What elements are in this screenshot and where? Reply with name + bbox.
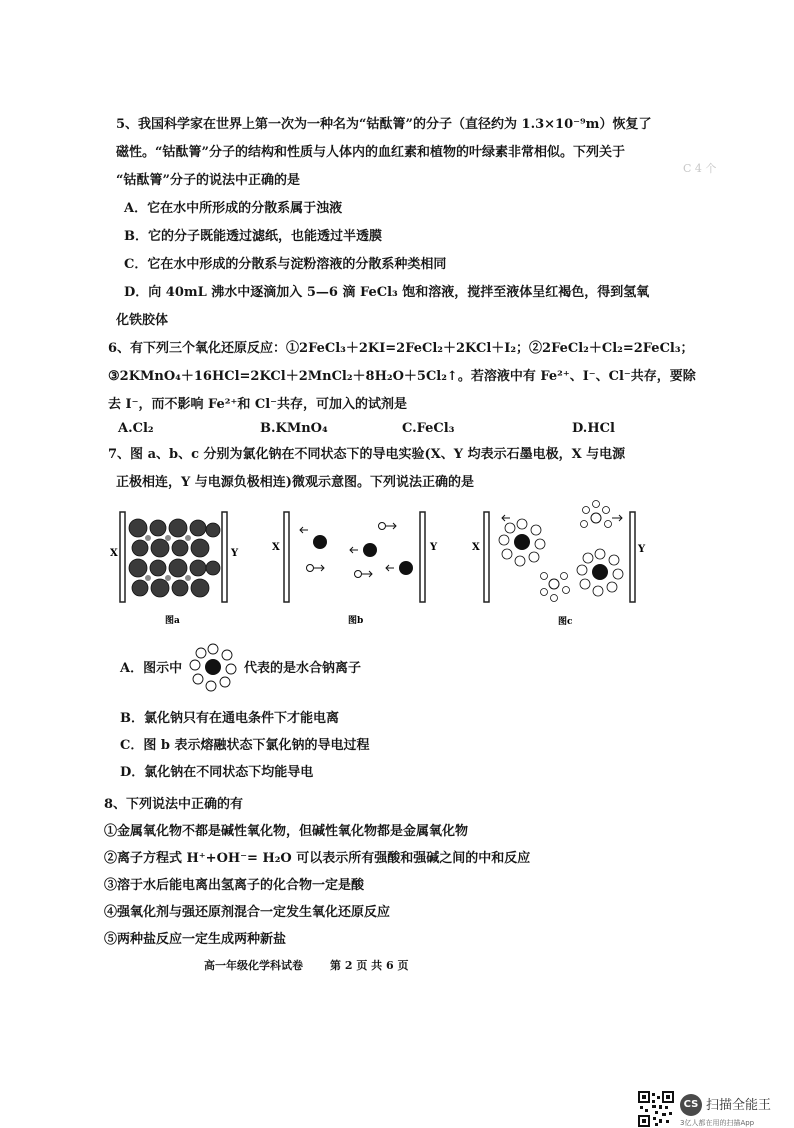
bleed-through-text: C 4 个 [683, 162, 717, 175]
figure-a-caption: 图a [165, 616, 180, 626]
q5-option-d-line2: 化铁胶体 [116, 313, 169, 328]
figure-b-molten-nacl [270, 510, 450, 628]
q7-option-a-prefix: A．图示中 [120, 661, 183, 676]
q6-option-d: D.HCl [572, 421, 615, 436]
electrode-y-label-a: Y [231, 548, 239, 559]
camscanner-app-name: 扫描全能王 [706, 1098, 772, 1113]
q7-option-c: C．图 b 表示熔融状态下氯化钠的导电过程 [120, 738, 370, 753]
q8-statement-2: ②离子方程式 H⁺+OH⁻= H₂O 可以表示所有强酸和强碱之间的中和反应 [104, 851, 531, 866]
figure-b-caption: 图b [348, 616, 364, 626]
footer-page-number: 第 2 页 共 6 页 [330, 959, 409, 972]
q7-stem-line1: 7、图 a、b、c 分别为氯化钠在不同状态下的导电实验(X、Y 均表示石墨电极，X 与电源 [108, 447, 626, 462]
q6-option-c: C.FeCl₃ [402, 421, 455, 436]
q8-statement-3: ③溶于水后能电离出氢离子的化合物一定是酸 [104, 878, 365, 893]
q5-option-d-line1: D．向 40mL 沸水中逐滴加入 5—6 滴 FeCl₃ 饱和溶液，搅拌至液体呈红褐色，得到氢氧 [124, 285, 650, 300]
footer-subject: 高一年级化学科试卷 [204, 959, 303, 972]
q5-stem-line3: “钴酞箐”分子的说法中正确的是 [116, 173, 300, 188]
hydrated-sodium-ion-icon [188, 642, 238, 692]
q5-option-a: A．它在水中所形成的分散系属于浊液 [124, 201, 343, 216]
electrode-x-label-a: X [110, 548, 118, 559]
q8-statement-5: ⑤两种盐反应一定生成两种新盐 [104, 932, 287, 947]
q8-statement-1: ①金属氧化物不都是碱性氧化物，但碱性氧化物都是金属氧化物 [104, 824, 469, 839]
qr-code-icon [638, 1091, 674, 1127]
electrode-x-label-c: X [472, 542, 480, 553]
figure-a-solid-nacl [110, 510, 260, 628]
q5-option-b: B．它的分子既能透过滤纸，也能透过半透膜 [124, 229, 382, 244]
q7-option-d: D．氯化钠在不同状态下均能导电 [120, 765, 314, 780]
q5-stem-line2: 磁性。“钴酞箐”分子的结构和性质与人体内的血红素和植物的叶绿素非常相似。下列关于 [116, 145, 625, 160]
q6-option-a: A.Cl₂ [118, 421, 154, 436]
camscanner-logo-icon: CS [680, 1094, 702, 1116]
q6-option-b: B.KMnO₄ [260, 421, 328, 436]
figure-c-caption: 图c [558, 617, 573, 627]
q5-stem-line1: 5、我国科学家在世界上第一次为一种名为“钴酞箐”的分子（直径约为 1.3×10⁻⁹m）恢复了 [116, 117, 652, 132]
q8-stem: 8、下列说法中正确的有 [104, 797, 244, 812]
q5-option-c: C．它在水中形成的分散系与淀粉溶液的分散系种类相同 [124, 257, 447, 272]
electrode-x-label-b: X [272, 542, 280, 553]
q6-stem-line2: ③2KMnO₄＋16HCl=2KCl＋2MnCl₂＋8H₂O＋5Cl₂↑。若溶液中有 Fe²⁺、I⁻、Cl⁻共存，要除 [108, 369, 696, 384]
q7-option-b: B．氯化钠只有在通电条件下才能电离 [120, 711, 339, 726]
q8-statement-4: ④强氧化剂与强还原剂混合一定发生氧化还原反应 [104, 905, 391, 920]
q7-option-a-suffix: 代表的是水合钠离子 [244, 661, 362, 676]
electrode-y-label-c: Y [638, 544, 646, 555]
figure-c-nacl-solution [470, 494, 655, 628]
electrode-y-label-b: Y [430, 542, 438, 553]
camscanner-tagline: 3亿人都在用的扫描App [680, 1119, 755, 1127]
q6-stem-line3: 去 I⁻，而不影响 Fe²⁺和 Cl⁻共存，可加入的试剂是 [108, 397, 408, 412]
q6-stem-line1: 6、有下列三个氧化还原反应：①2FeCl₃＋2KI=2FeCl₂＋2KCl＋I₂；②2FeCl₂＋Cl₂=2FeCl₃； [108, 341, 694, 356]
q7-stem-line2: 正极相连，Y 与电源负极相连)微观示意图。下列说法正确的是 [116, 475, 474, 490]
